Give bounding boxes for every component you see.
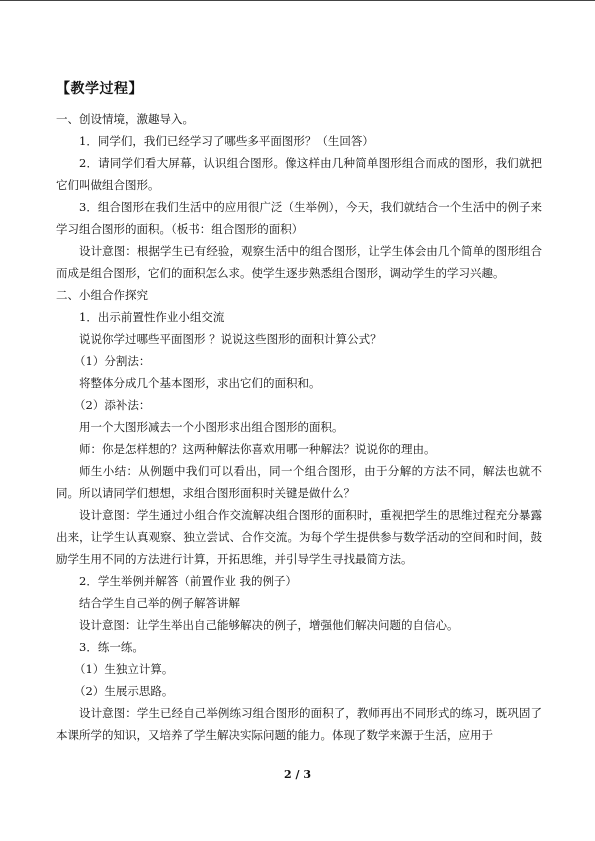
- paragraph: 师：你是怎样想的？这两种解法你喜欢用哪一种解法？说说你的理由。: [79, 442, 436, 456]
- paragraph: 1．同学们，我们已经学习了哪些多平面图形？（生回答）: [79, 134, 374, 148]
- design-intent-paragraph: 设计意图：学生通过小组合作交流解决组合图形的面积时，重视把学生的思维过程充分暴露出来，让学生认真观察、独立尝试、合作交流。为每个学生提供参与数学活动的空间和时间，鼓励学生用不同的方法进行计算，开拓思维，并引导学生寻找最简方法。: [56, 508, 542, 566]
- section-title: 【教学过程】: [56, 81, 143, 97]
- section-heading-1: 一、创设情境，激趣导入。: [56, 112, 194, 126]
- paragraph: 2．学生举例并解答（前置作业 我的例子）: [79, 574, 297, 588]
- header-rule: [0, 0, 595, 1]
- paragraph: （2）生展示思路。: [74, 684, 174, 698]
- paragraph: 用一个大图形减去一个小图形求出组合图形的面积。: [79, 420, 344, 434]
- paragraph: （1）分割法：: [74, 354, 151, 368]
- design-intent-paragraph: 设计意图：让学生举出自己能够解决的例子，增强他们解决问题的自信心。: [79, 618, 459, 632]
- paragraph: （1）生独立计算。: [74, 662, 174, 676]
- paragraph: 2．请同学们看大屏幕，认识组合图形。像这样由几种简单图形组合而成的图形，我们就把它们叫做组合图形。: [56, 156, 542, 192]
- paragraph: 3．组合图形在我们生活中的应用很广泛（生举例），今天，我们就结合一个生活中的例子来学习组合图形的面积。（板书：组合图形的面积）: [56, 200, 542, 236]
- paragraph: 3．练一练。: [79, 640, 144, 654]
- section-heading-2: 二、小组合作探究: [56, 288, 148, 302]
- document-body: [56, 78, 542, 746]
- paragraph: 师生小结：从例题中我们可以看出，同一个组合图形，由于分解的方法不同，解法也就不同。所以请同学们想想，求组合图形面积时关键是做什么？: [56, 464, 542, 500]
- paragraph: （2）添补法：: [74, 398, 151, 412]
- paragraph: 将整体分成几个基本图形，求出它们的面积和。: [79, 376, 321, 390]
- paragraph: 说说你学过哪些平面图形 ？说说这些图形的面积计算公式？: [79, 332, 382, 346]
- paragraph: 1．出示前置性作业小组交流: [79, 310, 225, 324]
- design-intent-paragraph: 设计意图：根据学生已有经验，观察生活中的组合图形，让学生体会由几个简单的图形组合而成是组合图形，它们的面积怎么求。使学生逐步熟悉组合图形，调动学生的学习兴趣。: [56, 244, 542, 280]
- design-intent-paragraph: 设计意图：学生已经自己举例练习组合图形的面积了，教师再出不同形式的练习，既巩固了本课所学的知识，又培养了学生解决实际问题的能力。体现了数学来源于生活，应用于: [56, 706, 542, 742]
- page-number: 2 / 3: [284, 768, 311, 781]
- paragraph: 结合学生自己举的例子解答讲解: [79, 596, 240, 610]
